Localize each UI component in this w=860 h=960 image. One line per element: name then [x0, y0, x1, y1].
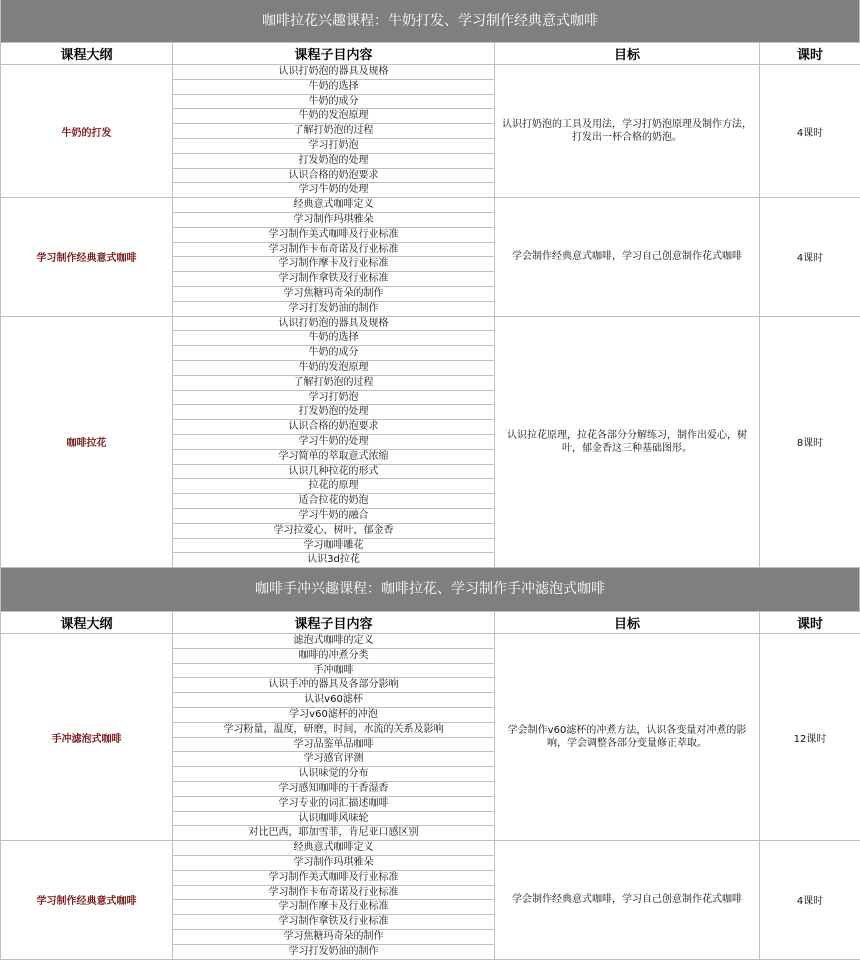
sub-content-item: 认识几种拉花的形式	[173, 465, 494, 480]
sub-content-item: 认识味觉的分布	[173, 767, 494, 782]
sub-content-item: 手冲咖啡	[173, 664, 494, 679]
course-outline: 牛奶的打发	[1, 65, 173, 198]
sub-content-item: 学习专业的词汇描述咖啡	[173, 797, 494, 812]
sub-content-item: 学习牛奶的处理	[173, 183, 494, 197]
sub-content-item: 学习感官评测	[173, 752, 494, 767]
sub-content-item: 学习制作玛琪雅朵	[173, 213, 494, 228]
course-outline: 学习制作经典意式咖啡	[1, 198, 173, 316]
header-goal: 目标	[495, 612, 760, 634]
course-outline: 手冲滤泡式咖啡	[1, 634, 173, 841]
sub-content-item: 学习制作摩卡及行业标准	[173, 900, 494, 915]
sub-content-item: 学习焦糖玛奇朵的制作	[173, 930, 494, 945]
sub-content-item: 牛奶的选择	[173, 80, 494, 95]
course-hours: 8课时	[760, 316, 860, 568]
sub-content-item: 学习品鉴单品咖啡	[173, 738, 494, 753]
sub-content-item: 经典意式咖啡定义	[173, 198, 494, 213]
course-goal: 学会制作经典意式咖啡，学习自己创意制作花式咖啡	[495, 198, 760, 316]
header-outline: 课程大纲	[1, 43, 173, 65]
course-hours: 4课时	[760, 841, 860, 959]
sub-content-item: 学习简单的萃取意式浓缩	[173, 450, 494, 465]
table-row	[1, 65, 860, 198]
sub-content-list	[173, 634, 495, 841]
header-sub-content: 课程子目内容	[173, 612, 495, 634]
sub-content-item: 牛奶的成分	[173, 95, 494, 110]
course-table	[0, 42, 860, 568]
header-sub-content: 课程子目内容	[173, 43, 495, 65]
table-header-row	[1, 43, 860, 65]
section-title: 咖啡手冲兴趣课程：咖啡拉花、学习制作手冲滤泡式咖啡	[0, 568, 860, 611]
sub-content-item: 牛奶的成分	[173, 346, 494, 361]
course-goal: 学会制作经典意式咖啡，学习自己创意制作花式咖啡	[495, 841, 760, 959]
sub-content-item: 适合拉花的奶泡	[173, 494, 494, 509]
sub-content-item: 学习制作拿铁及行业标准	[173, 272, 494, 287]
sub-content-item: 学习v60滤杯的冲泡	[173, 708, 494, 723]
sub-content-list	[173, 316, 495, 568]
header-goal: 目标	[495, 43, 760, 65]
sub-content-item: 学习制作拿铁及行业标准	[173, 915, 494, 930]
header-outline: 课程大纲	[1, 612, 173, 634]
sub-content-item: 学习打发奶油的制作	[173, 302, 494, 316]
sub-content-item: 了解打奶泡的过程	[173, 376, 494, 391]
sub-content-item: 认识v60滤杯	[173, 693, 494, 708]
sub-content-item: 学习拉爱心，树叶，郁金香	[173, 524, 494, 539]
sub-content-item: 牛奶的发泡原理	[173, 109, 494, 124]
table-row	[1, 316, 860, 568]
sub-content-item: 学习制作玛琪雅朵	[173, 856, 494, 871]
sub-content-item: 学习感知咖啡的干香湿香	[173, 782, 494, 797]
sub-content-list	[173, 65, 495, 198]
sub-content-item: 学习咖啡雕花	[173, 539, 494, 554]
sub-content-item: 滤泡式咖啡的定义	[173, 634, 494, 649]
sub-content-item: 学习制作卡布奇诺及行业标准	[173, 243, 494, 258]
course-outline: 学习制作经典意式咖啡	[1, 841, 173, 959]
sub-content-item: 认识合格的奶泡要求	[173, 420, 494, 435]
sub-content-item: 学习制作美式咖啡及行业标准	[173, 228, 494, 243]
sub-content-item: 经典意式咖啡定义	[173, 841, 494, 856]
header-hours: 课时	[760, 612, 860, 634]
sub-content-item: 认识手冲的器具及各部分影响	[173, 678, 494, 693]
table-header-row	[1, 612, 860, 634]
sub-content-item: 学习打奶泡	[173, 391, 494, 406]
sub-content-item: 学习制作摩卡及行业标准	[173, 257, 494, 272]
sub-content-item: 认识合格的奶泡要求	[173, 169, 494, 184]
sub-content-item: 牛奶的选择	[173, 331, 494, 346]
table-row	[1, 198, 860, 316]
sub-content-item: 学习制作美式咖啡及行业标准	[173, 871, 494, 886]
sub-content-item: 学习打发奶油的制作	[173, 945, 494, 959]
course-hours: 4课时	[760, 65, 860, 198]
sub-content-item: 拉花的原理	[173, 479, 494, 494]
sub-content-list	[173, 841, 495, 959]
sub-content-item: 对比巴西，耶加雪菲，肯尼亚口感区别	[173, 826, 494, 840]
table-row	[1, 634, 860, 841]
table-row	[1, 841, 860, 959]
sub-content-item: 咖啡的冲煮分类	[173, 649, 494, 664]
course-goal: 学会制作v60滤杯的冲煮方法，认识各变量对冲煮的影响，学会调整各部分变量修正萃取。	[495, 634, 760, 841]
sub-content-item: 认识打奶泡的器具及规格	[173, 317, 494, 332]
sub-content-item: 了解打奶泡的过程	[173, 124, 494, 139]
sub-content-item: 打发奶泡的处理	[173, 405, 494, 420]
course-outline: 咖啡拉花	[1, 316, 173, 568]
sub-content-item: 认识3d拉花	[173, 553, 494, 567]
section-title: 咖啡拉花兴趣课程：牛奶打发、学习制作经典意式咖啡	[0, 0, 860, 42]
sub-content-item: 学习牛奶的融合	[173, 509, 494, 524]
sub-content-item: 牛奶的发泡原理	[173, 361, 494, 376]
sub-content-item: 学习打奶泡	[173, 139, 494, 154]
sub-content-item: 学习粉量，温度，研磨，时间，水流的关系及影响	[173, 723, 494, 738]
course-hours: 12课时	[760, 634, 860, 841]
course-goal: 认识拉花原理，拉花各部分分解练习，制作出爱心，树叶，郁金香这三种基础图形。	[495, 316, 760, 568]
sub-content-item: 认识咖啡风味轮	[173, 812, 494, 827]
sub-content-list	[173, 198, 495, 316]
course-goal: 认识打奶泡的工具及用法，学习打奶泡原理及制作方法，打发出一杯合格的奶泡。	[495, 65, 760, 198]
sub-content-item: 学习牛奶的处理	[173, 435, 494, 450]
course-table	[0, 611, 860, 960]
sub-content-item: 认识打奶泡的器具及规格	[173, 65, 494, 80]
sub-content-item: 学习焦糖玛奇朵的制作	[173, 287, 494, 302]
sub-content-item: 学习制作卡布奇诺及行业标准	[173, 886, 494, 901]
course-hours: 4课时	[760, 198, 860, 316]
header-hours: 课时	[760, 43, 860, 65]
sub-content-item: 打发奶泡的处理	[173, 154, 494, 169]
